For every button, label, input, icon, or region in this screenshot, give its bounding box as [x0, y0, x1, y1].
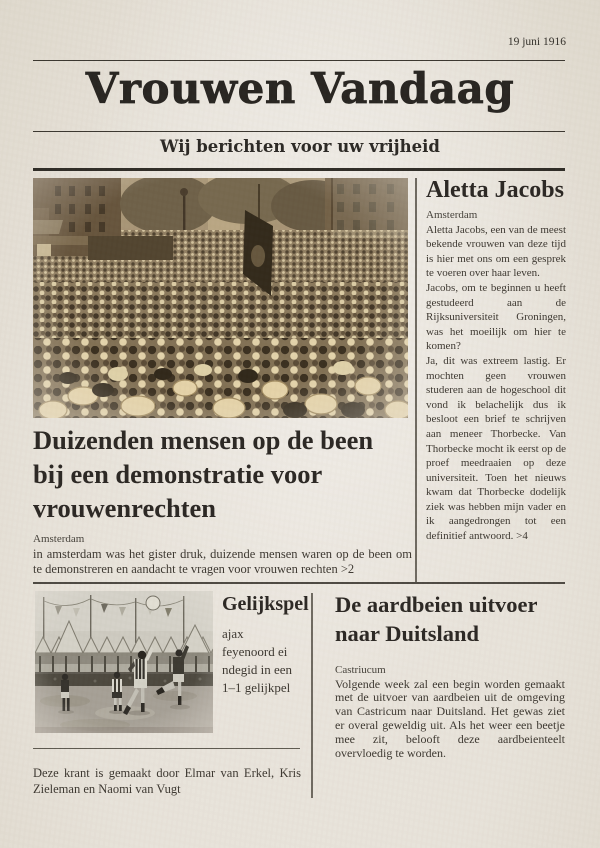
aletta-dateline: Amsterdam: [426, 208, 478, 221]
rule-under-date: [33, 60, 565, 61]
lead-headline: Duizenden mensen op de been bij een demonstratie voor vrouwenrechten: [33, 425, 374, 524]
aardbeien-dateline: Castriucum: [335, 663, 386, 676]
aardbeien-body: Volgende week zal een begin worden gemaakt met de uitvoer van aardbeien uit de omgeving van Castricum naar Duitsland. Het gewas ziet er overal geweldig uit. Als het weer een beetje mee zit, belooft deze aardbeienteelt overvloedig te worden.: [335, 676, 565, 760]
aletta-paragraph: Jacobs, om te beginnen u heeft gestudeerd aan de Rijksuniversiteit Groningen, was het moeilijk om hier te komen?: [426, 281, 566, 353]
gelijkspel-line: ndegid in een: [222, 662, 293, 677]
aletta-paragraph: Ja, dit was extreem lastig. Er mochten geen vrouwen studeren aan de hogeschool dit vond ik belachelijk dus ik besloot een brief te schrijven aan meneer Thorbecke. Van Thorbecke mocht ik eerst op de proef meedraaien op deze universiteit. Toen het nieuws kwam dat Thorbecke dodelijk ziek was hebben mijn vader en ik aangedrongen tot een definitief antwoord. >4: [426, 354, 566, 543]
aardbeien-headline: De aardbeien uitvoer naar Duitsland: [335, 592, 538, 646]
credits-text: Deze krant is gemaakt door Elmar van Erkel, Kris Zieleman en Naomi van Vugt: [33, 766, 301, 796]
article-gelijkspel: [222, 592, 310, 697]
aletta-paragraph: Aletta Jacobs, een van de meest bekende vrouwen van deze tijd is hier met ons om een gesprek te voeren over haar leven.: [426, 223, 566, 280]
rule-under-title: [33, 131, 565, 132]
footer-rule: [33, 748, 300, 749]
aletta-headline: Aletta Jacobs: [426, 177, 564, 203]
column-divider-top: [415, 178, 417, 582]
football-photo: [35, 591, 213, 733]
football-photo-illustration: [35, 591, 213, 733]
gelijkspel-line: ajax: [222, 626, 244, 641]
gelijkspel-headline: Gelijkspel: [222, 593, 309, 615]
gelijkspel-line: feyenoord ei: [222, 644, 288, 659]
lead-intro: in amsterdam was het gister druk, duizende mensen waren op de been om te demonstreren en aandacht te vragen voor vrouwen rechten >2: [33, 547, 412, 577]
newspaper-tagline: Wij berichten voor uw vrijheid: [160, 137, 440, 156]
gelijkspel-line: 1–1 gelijkpel: [222, 680, 291, 695]
article-aletta-jacobs: [426, 177, 566, 544]
issue-date: 19 juni 1916: [507, 36, 566, 48]
article-aardbeien: [335, 591, 565, 760]
column-divider-bottom: [311, 593, 313, 798]
newspaper-title: Vrouwen Vandaag: [85, 64, 515, 113]
masthead-bottom-rule: [33, 168, 565, 171]
lead-dateline: Amsterdam: [33, 533, 85, 545]
section-divider-rule: [33, 582, 565, 584]
demonstration-photo: [33, 178, 408, 418]
demonstration-photo-illustration: [33, 178, 408, 418]
